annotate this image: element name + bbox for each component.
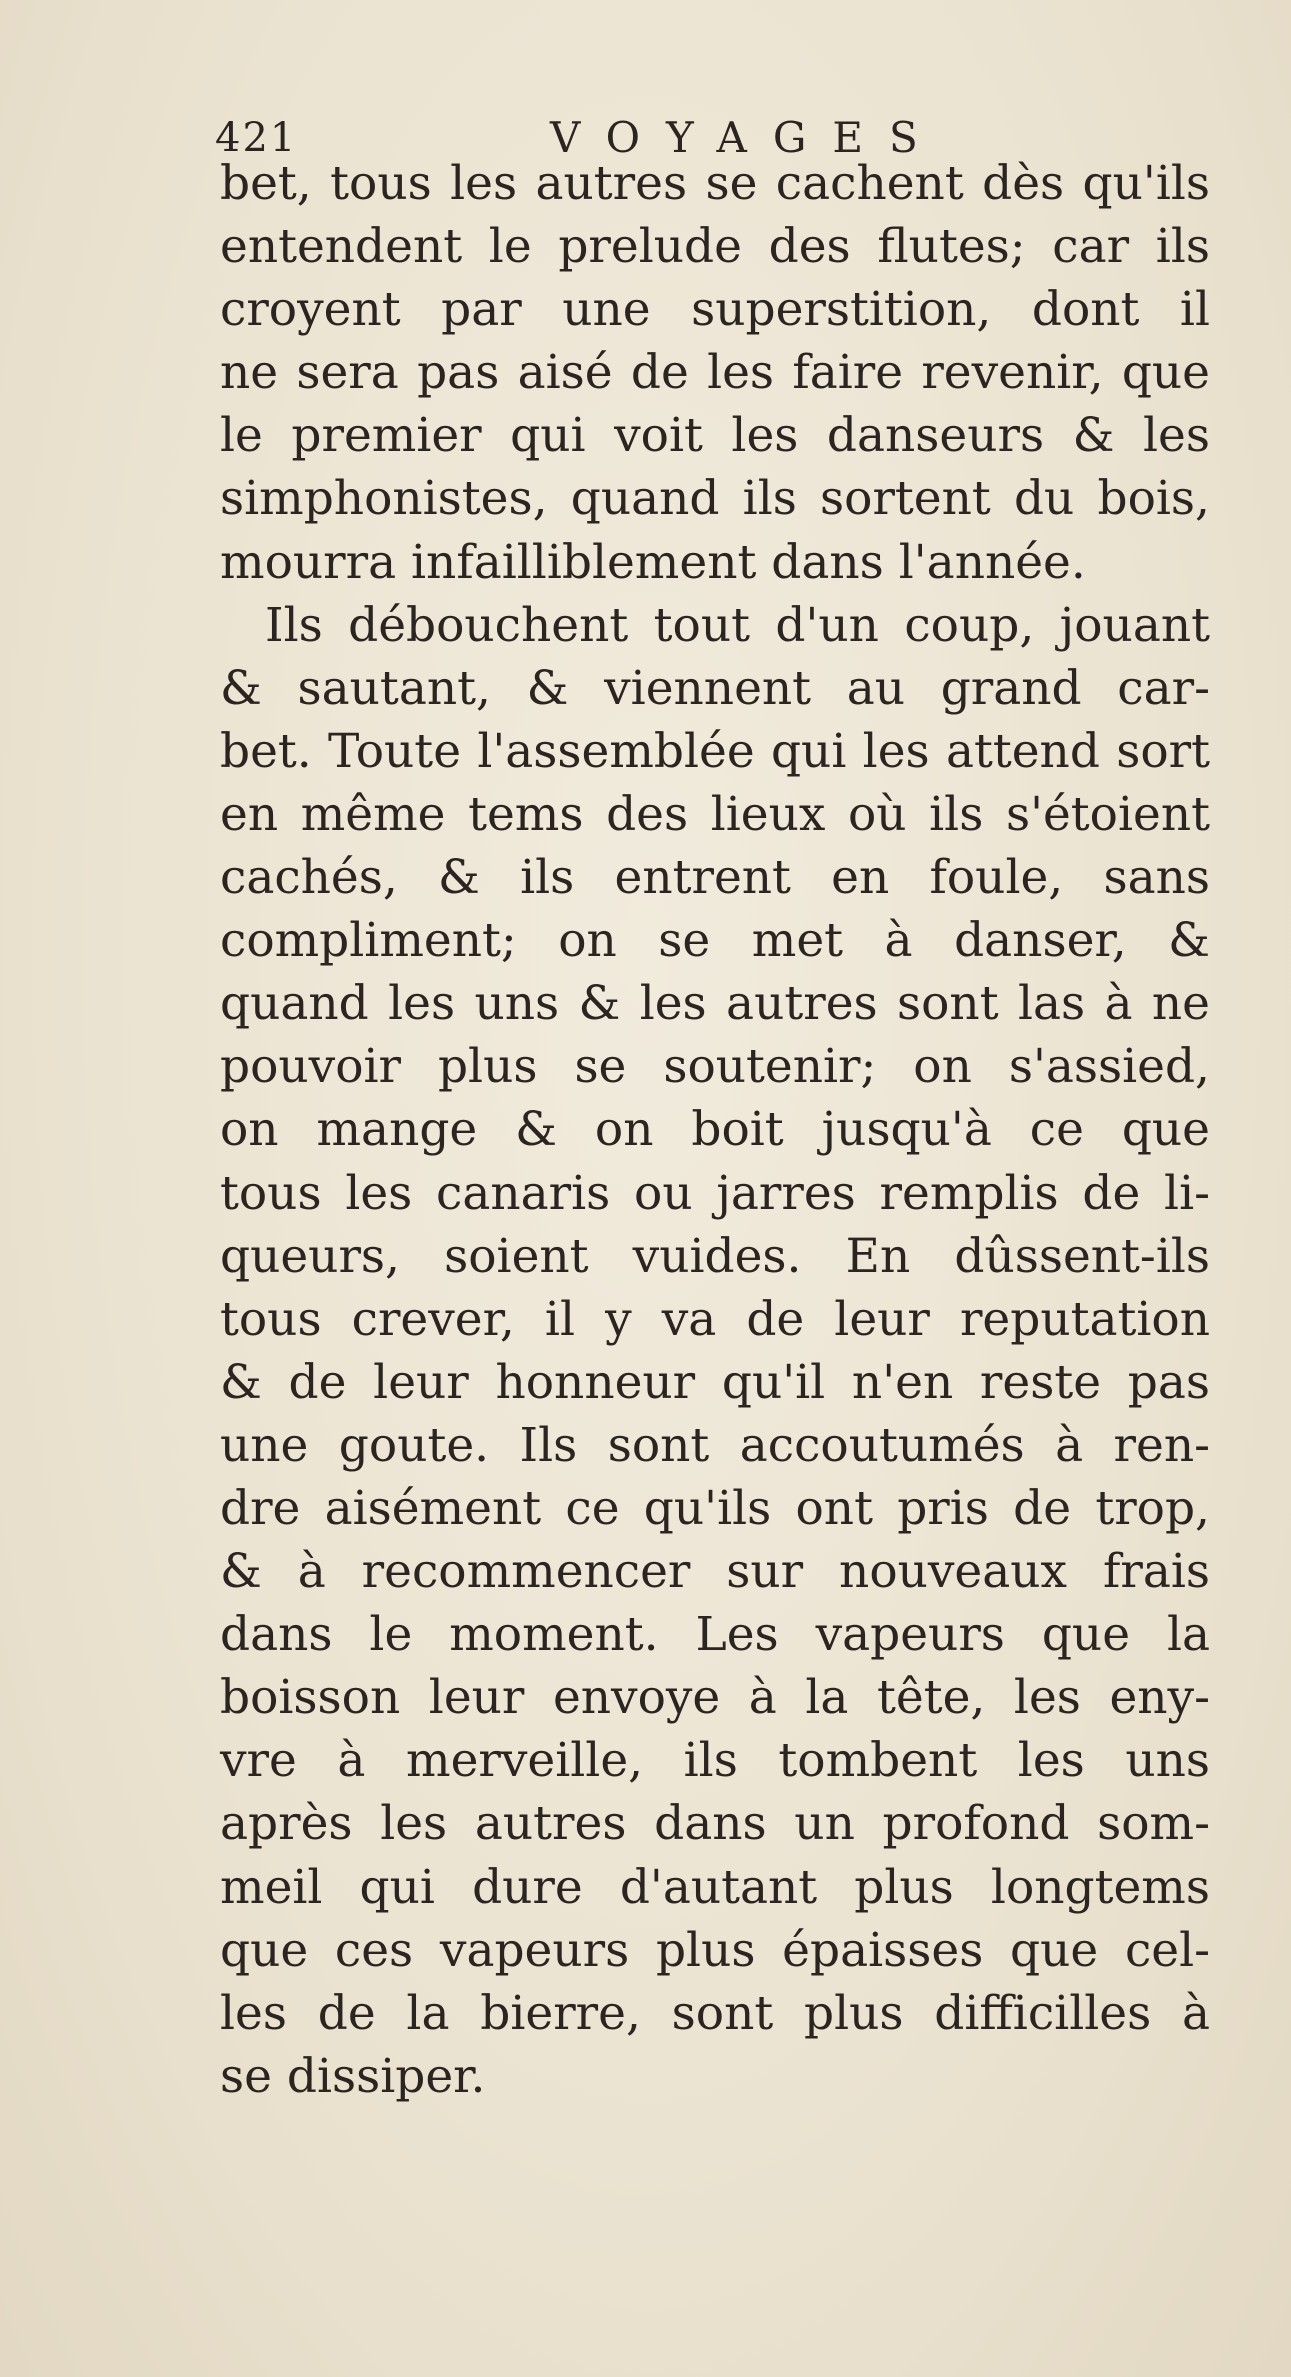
- text-line: cachés, & ils entrent en foule, sans: [220, 850, 1210, 906]
- text-line: bet. Toute l'assemblée qui les attend sort: [220, 723, 1210, 779]
- text-line: meil qui dure d'autant plus longtems: [220, 1859, 1210, 1915]
- text-line: tous les canaris ou jarres remplis de li-: [220, 1165, 1210, 1221]
- running-title: VOYAGES: [550, 113, 944, 162]
- text-line: pouvoir plus se soutenir; on s'assied,: [220, 1039, 1210, 1095]
- body-text: [220, 152, 1210, 2108]
- text-line: mourra infailliblement dans l'année.: [220, 534, 1086, 590]
- text-line: bet, tous les autres se cachent dès qu'ils: [220, 156, 1210, 211]
- text-line: ne sera pas aisé de les faire revenir, que: [220, 345, 1210, 401]
- text-line: croyent par une superstition, dont il: [220, 282, 1210, 338]
- text-line: que ces vapeurs plus épaisses que cel-: [220, 1922, 1210, 1978]
- text-line: boisson leur envoye à la tête, les eny-: [220, 1670, 1210, 1726]
- text-line: entendent le prelude des flutes; car ils: [220, 219, 1210, 275]
- text-line: dre aisément ce qu'ils ont pris de trop,: [220, 1480, 1210, 1536]
- text-line: & sautant, & viennent au grand car-: [220, 660, 1210, 716]
- text-line: queurs, soient vuides. En dûssent-ils: [220, 1228, 1210, 1284]
- text-line: une goute. Ils sont accoutumés à ren-: [220, 1417, 1210, 1473]
- text-line: tous crever, il y va de leur reputation: [220, 1291, 1210, 1347]
- text-line: après les autres dans un profond som-: [220, 1796, 1210, 1852]
- text-line: les de la bierre, sont plus difficilles à: [220, 1985, 1210, 2041]
- text-line: vre à merveille, ils tombent les uns: [220, 1733, 1210, 1789]
- text-line: dans le moment. Les vapeurs que la: [220, 1607, 1210, 1663]
- text-line: on mange & on boit jusqu'à ce que: [220, 1102, 1210, 1158]
- text-line: le premier qui voit les danseurs & les: [220, 408, 1210, 464]
- text-line: compliment; on se met à danser, &: [220, 913, 1210, 969]
- text-line: quand les uns & les autres sont las à ne: [220, 976, 1210, 1032]
- page-number: 421: [215, 115, 298, 161]
- text-line: se dissiper.: [220, 2048, 486, 2104]
- text-line: en même tems des lieux où ils s'étoient: [220, 786, 1210, 842]
- text-line: simphonistes, quand ils sortent du bois,: [220, 471, 1210, 527]
- paragraph-first-line: Ils débouchent tout d'un coup, jouant: [265, 597, 1210, 653]
- text-line: & de leur honneur qu'il n'en reste pas: [220, 1354, 1210, 1410]
- text-line: & à recommencer sur nouveaux frais: [220, 1544, 1210, 1600]
